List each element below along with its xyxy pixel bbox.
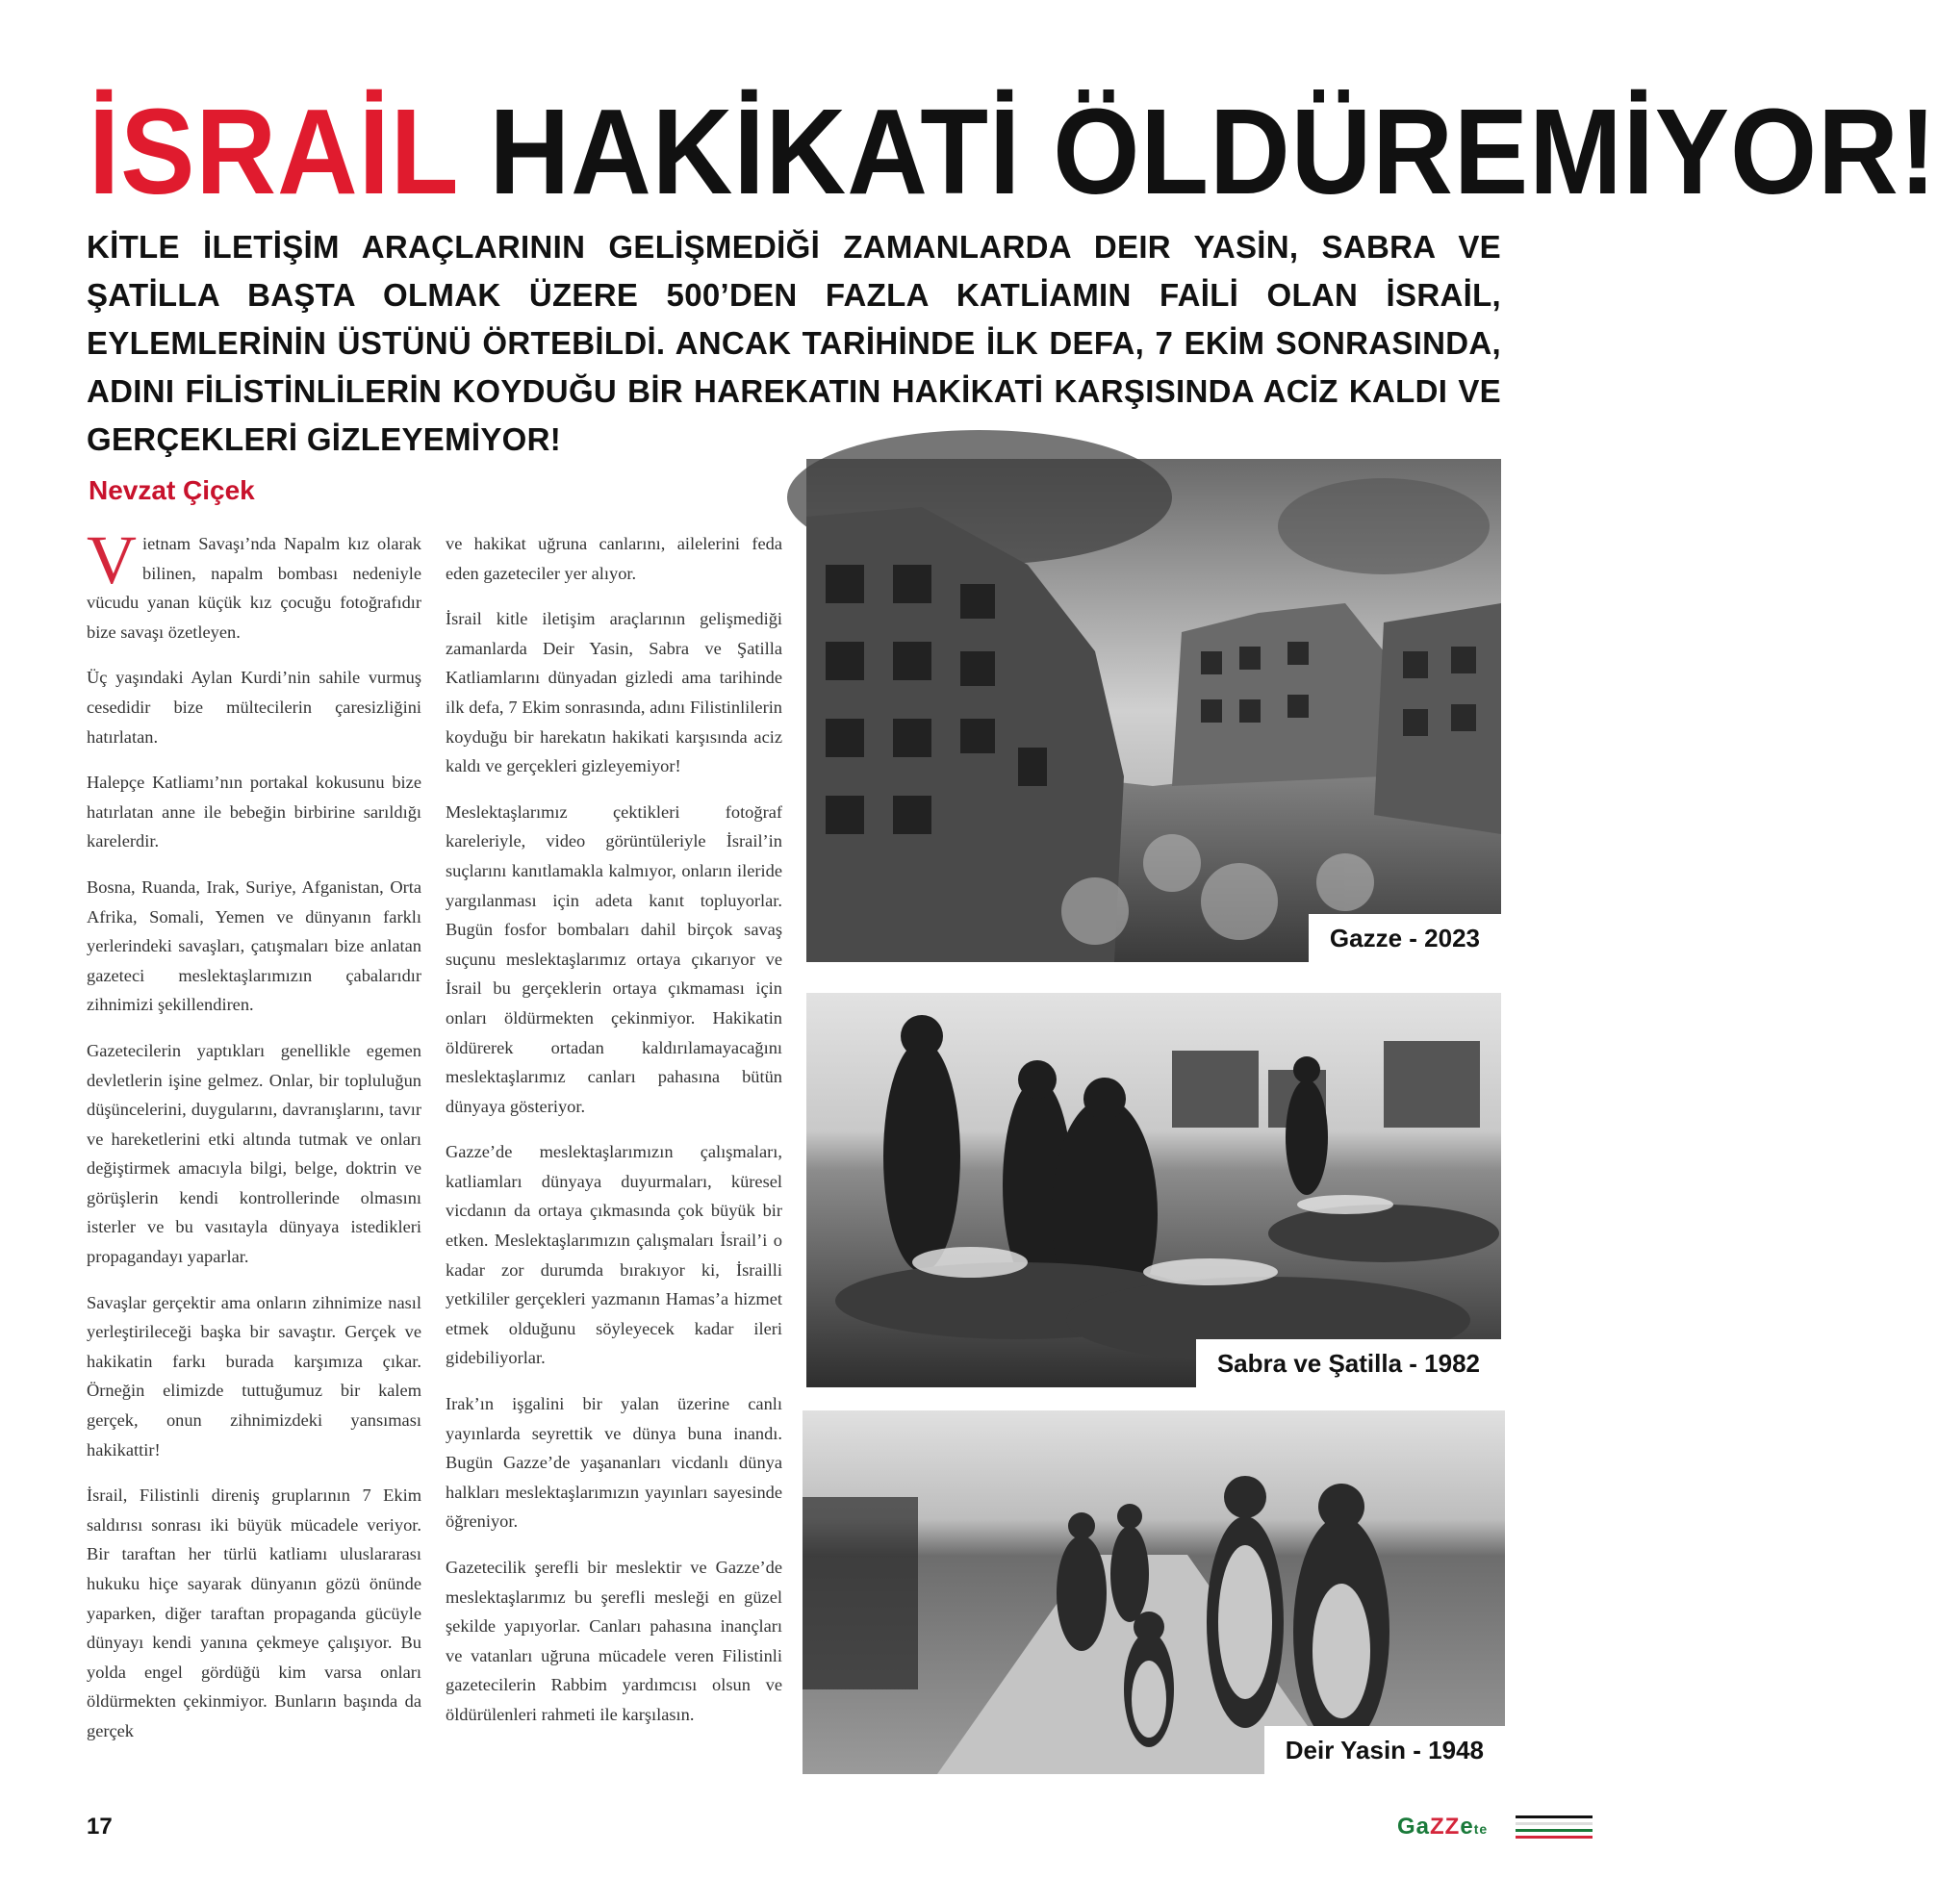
paragraph: ve hakikat uğruna canlarını, ailelerini feda eden gazeteciler yer alıyor. [446,534,782,583]
headline [89,84,1937,219]
paragraph-text: ietnam Savaşı’nda Napalm kız olarak bilinen, napalm bombası nedeniyle vücudu yanan küçük kız çocuğu fotoğrafıdır bize savaşı özetleyen. [87,534,421,642]
article-column-2 [446,529,782,1746]
paragraph: İsrail kitle iletişim araçlarının gelişmediği zamanlarda Deir Yasin, Sabra ve Şatilla Katliamlarını dünyadan gizledi ama tarihinde ilk defa, 7 Ekim sonrasında, adını Filistinlilerin koyduğu bir harekatın hakikati karşısında aciz kaldı ve gerçekleri gizleyemiyor! [446,609,782,776]
paragraph [87,521,421,647]
stripe-red [1516,1836,1593,1839]
paragraph: Bosna, Ruanda, Irak, Suriye, Afganistan, Orta Afrika, Somali, Yemen ve dünyanın farklı yerlerindeki savaşları, çatışmaları bize anlatan gazeteci meslektaşlarımızın çabalarıdır zihnimizi şekillendiren. [87,876,421,1015]
stripe-black [1516,1815,1593,1818]
photo-gaza-ruins [806,459,1501,962]
paragraph: Halepçe Katliamı’nın portakal kokusunu bize hatırlatan anne ile bebeğin birbirine sarıldığı karelerdir. [87,773,421,851]
stripe-white [1516,1822,1593,1825]
paragraph: Gazetecilerin yaptıkları genellikle egemen devletlerin işine gelmez. Onlar, bir topluluğun düşüncelerini, duygularını, davranışlarını, tavır ve hareketlerini etki altında tutmak ve onları değiştirmek amacıyla bilgi, belge, doktrin ve görüşlerin kendi kontrollerinde olmasını isterler ve bu vasıtayla dünyaya istedikleri propagandayı yaparlar. [87,1040,421,1267]
photo-caption: Sabra ve Şatilla - 1982 [1196,1339,1501,1387]
headline-red: İSRAİL [89,84,458,219]
drop-cap: V [87,521,137,598]
lead-paragraph: KİTLE İLETİŞİM ARAÇLARININ GELİŞMEDİĞİ ZAMANLARDA DEIR YASİN, SABRA VE ŞATİLLA BAŞTA OLMAK ÜZERE 500’DEN FAZLA KATLİAMIN FAİLİ OLAN İSRAİL, EYLEMLERİNİN ÜSTÜNÜ ÖRTEBİLDİ. ANCAK TARİHİNDE İLK DEFA, 7 EKİM SONRASINDA, ADINI FİLİSTİNLİLERİN KOYDUĞU BİR HAREKATIN HAKİKATİ KARŞISINDA ACİZ KALDI VE GERÇEKLERİ GİZLEYEMİYOR! [87,229,1501,457]
paragraph: Üç yaşındaki Aylan Kurdi’nin sahile vurmuş cesedidir bize mültecilerin çaresizliğini hatırlatan. [87,668,421,747]
paragraph: Gazze’de meslektaşlarımızın çalışmaları, katliamları dünyaya duyurmaları, küresel vicdanın da ortaya çıkmasında çok büyük bir etken. Meslektaşlarımızın çalışmaları İsrail’i o kadar zor durumda bırakıyor ki, İsrailli yetkililer gerçekleri yazmanın Hamas’a hizmet etmek olduğunu söyleyecek kadar ileri gidebiliyorlar. [446,1142,782,1368]
logo-stripes [1516,1815,1593,1842]
logo-part: Ga [1397,1814,1431,1840]
page-number: 17 [87,1814,113,1840]
headline-black: HAKİKATİ ÖLDÜREMİYOR! [489,84,1937,219]
paragraph: Gazetecilik şerefli bir meslektir ve Gazze’de meslektaşlarımız bu şerefli mesleği en güzel şekilde yapıyorlar. Canları pahasına inançları ve vatanları uğruna mücadele veren Filistinli gazetecilerin Rabbim yardımcısı olsun ve öldürülenleri rahmeti ile karşılasın. [446,1558,782,1724]
photo-deir-yasin [803,1410,1505,1774]
photo-caption: Gazze - 2023 [1309,914,1501,962]
paragraph: Savaşlar gerçektir ama onların zihnimize nasıl yerleştirileceği başka bir savaştır. Gerçek ve hakikatin farkı burada karşımıza çıkar. Örneğin elimizde tuttuğumuz bir kalem gerçek, onun zihnimizdeki yansıması hakikattir! [87,1292,421,1460]
photo-caption: Deir Yasin - 1948 [1264,1726,1505,1774]
author-name: Nevzat Çiçek [89,475,255,505]
photo-sabra-shatila [806,993,1501,1387]
logo-part: te [1473,1821,1489,1837]
stripe-green [1516,1829,1593,1832]
article-column-1 [87,521,421,1763]
paragraph: İsrail, Filistinli direniş gruplarının 7 Ekim saldırısı sonrası iki büyük mücadele veriyor. Bir taraftan her türlü katliamı uluslararası hukuku hiçe sayarak dünyanın gözü önünde yaparken, diğer taraftan propaganda gücüyle dünyayı kendi yanına çekmeye çalışıyor. Bu yolda engel gördüğü kim varsa onları öldürmekten çekinmiyor. Bunların başında da gerçek [87,1485,421,1740]
logo-part: ZZ [1430,1814,1461,1840]
logo-part: e [1460,1814,1474,1840]
paragraph: Meslektaşlarımız çektikleri fotoğraf kareleriyle, video görüntüleriyle İsrail’in suçlarını kanıtlamakla kalmıyor, onların ileride yargılanması için adeta kanıt topluyorlar. Bugün fosfor bombaları dahil birçok savaş suçunu meslektaşlarımız ortaya çıkarıyor ve İsrail bu gerçeklerin ortaya çıkmaması için onları öldürmekten çekinmiyor. Hakikatin öldürerek ortadan kaldırılamayacağını meslektaşlarımız canları pahasına bütün dünyaya gösteriyor. [446,801,782,1116]
gazzete-logo [1397,1814,1488,1841]
paragraph: Irak’ın işgalini bir yalan üzerine canlı yayınlarda seyrettik ve dünya buna inandı. Bugün Gazze’de yaşananları vicdanlı dünya halkları meslektaşlarımızın yayınları sayesinde öğreniyor. [446,1394,782,1532]
